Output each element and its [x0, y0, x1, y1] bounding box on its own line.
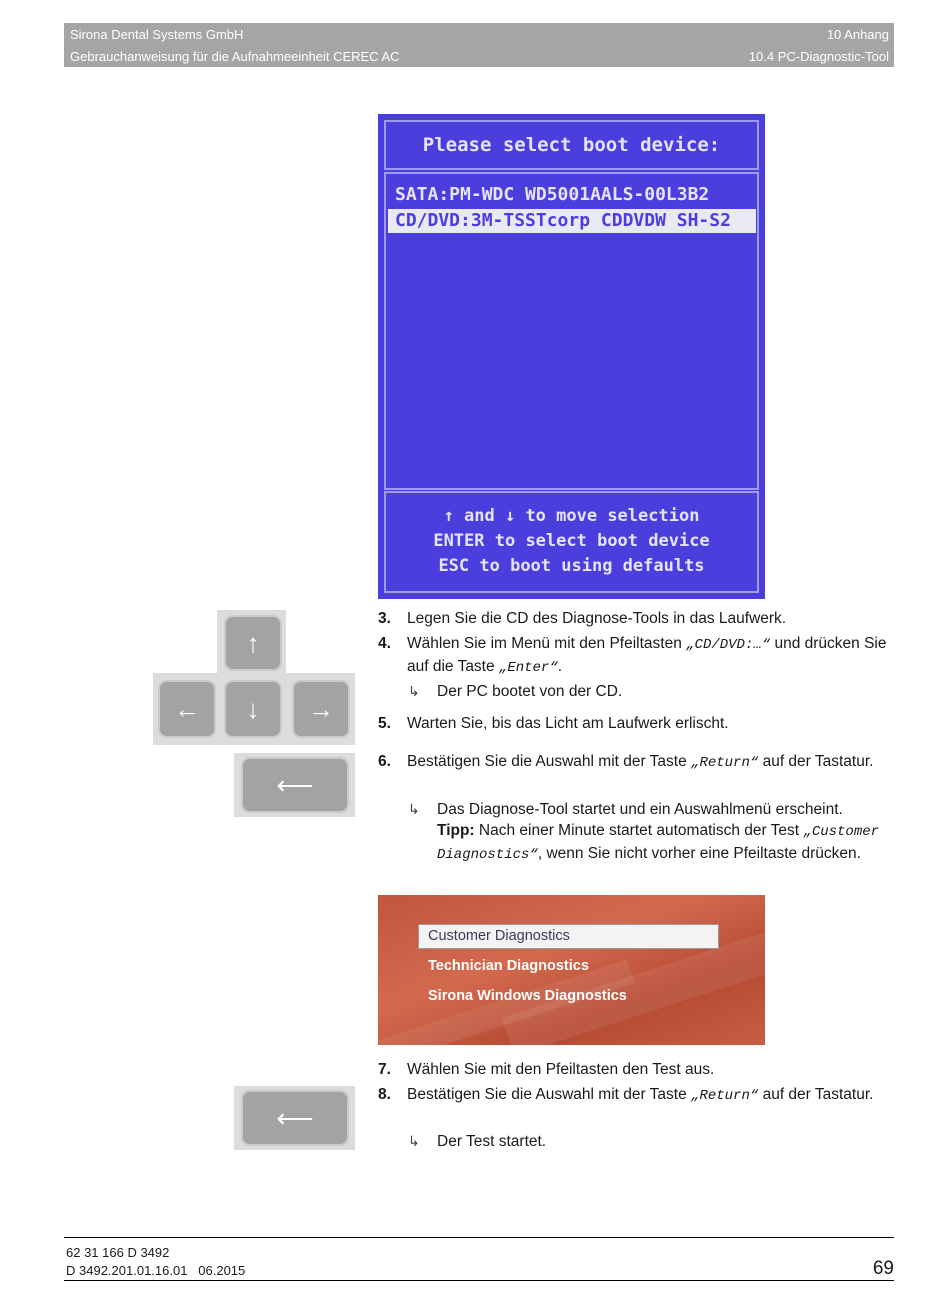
- footer-bottom-rule: [64, 1280, 894, 1281]
- arrow-right-key-icon: →: [292, 680, 350, 738]
- bios-device-sata[interactable]: SATA:PM-WDC WD5001AALS-00L3B2: [395, 184, 710, 205]
- step-text: Warten Sie, bis das Licht am Laufwerk erlischt.: [407, 715, 729, 732]
- bios-help-esc: ESC to boot using defaults: [438, 556, 705, 576]
- result-arrow-icon: ↳: [408, 1133, 420, 1149]
- step-text: Bestätigen Sie die Auswahl mit der Taste „Return“ auf der Tastatur.: [407, 753, 874, 771]
- arrow-up-key-icon: ↑: [224, 615, 282, 671]
- diagnostics-menu-screenshot: [378, 895, 765, 1045]
- page-number: 69: [872, 1258, 894, 1279]
- step-number: 3.: [378, 610, 391, 627]
- result-arrow-icon: ↳: [408, 801, 420, 817]
- header-manual-title: Gebrauchanweisung für die Aufnahmeeinheit CEREC AC: [70, 49, 400, 64]
- arrow-down-key-icon: ↓: [224, 680, 282, 738]
- diag-item-technician[interactable]: Technician Diagnostics: [428, 958, 589, 974]
- tip-label: Tipp:: [437, 822, 475, 839]
- step-number: 7.: [378, 1061, 391, 1078]
- header-company: Sirona Dental Systems GmbH: [70, 27, 244, 42]
- bios-help-move: ↑ and ↓ to move selection: [443, 506, 700, 526]
- page-header: [64, 23, 894, 67]
- enter-key-icon: ⟵: [241, 757, 349, 813]
- step-number: 6.: [378, 753, 391, 770]
- header-section: 10.4 PC-Diagnostic-Tool: [748, 49, 889, 64]
- step-text: Legen Sie die CD des Diagnose-Tools in das Laufwerk.: [407, 610, 787, 627]
- enter-key-icon: ⟵: [241, 1090, 349, 1146]
- step-number: 5.: [378, 715, 391, 732]
- step-text: Wählen Sie mit den Pfeiltasten den Test aus.: [407, 1061, 715, 1078]
- arrow-left-key-icon: ←: [158, 680, 216, 738]
- diag-item-sirona-windows[interactable]: Sirona Windows Diagnostics: [428, 988, 627, 1004]
- footer-top-rule: [64, 1237, 894, 1238]
- footer-doc-version: D 3492.201.01.16.01 06.2015: [66, 1263, 246, 1278]
- bios-help-enter: ENTER to select boot device: [433, 531, 710, 551]
- bios-device-cddvd[interactable]: CD/DVD:3M-TSSTcorp CDDVDW SH-S2: [395, 210, 731, 231]
- diag-item-customer[interactable]: Customer Diagnostics: [428, 928, 570, 944]
- step-number: 8.: [378, 1086, 391, 1103]
- footer-doc-number: 62 31 166 D 3492: [66, 1245, 170, 1260]
- header-chapter: 10 Anhang: [826, 27, 889, 42]
- step-text: Wählen Sie im Menü mit den Pfeiltasten „CD/DVD:…“ und drücken Sie auf die Taste „Enter“.: [407, 635, 887, 676]
- bios-title: Please select boot device:: [422, 134, 721, 156]
- step-text: Bestätigen Sie die Auswahl mit der Taste „Return“ auf der Tastatur.: [407, 1086, 874, 1104]
- bios-boot-screenshot: [378, 114, 765, 599]
- result-arrow-icon: ↳: [408, 683, 420, 699]
- step-number: 4.: [378, 635, 391, 652]
